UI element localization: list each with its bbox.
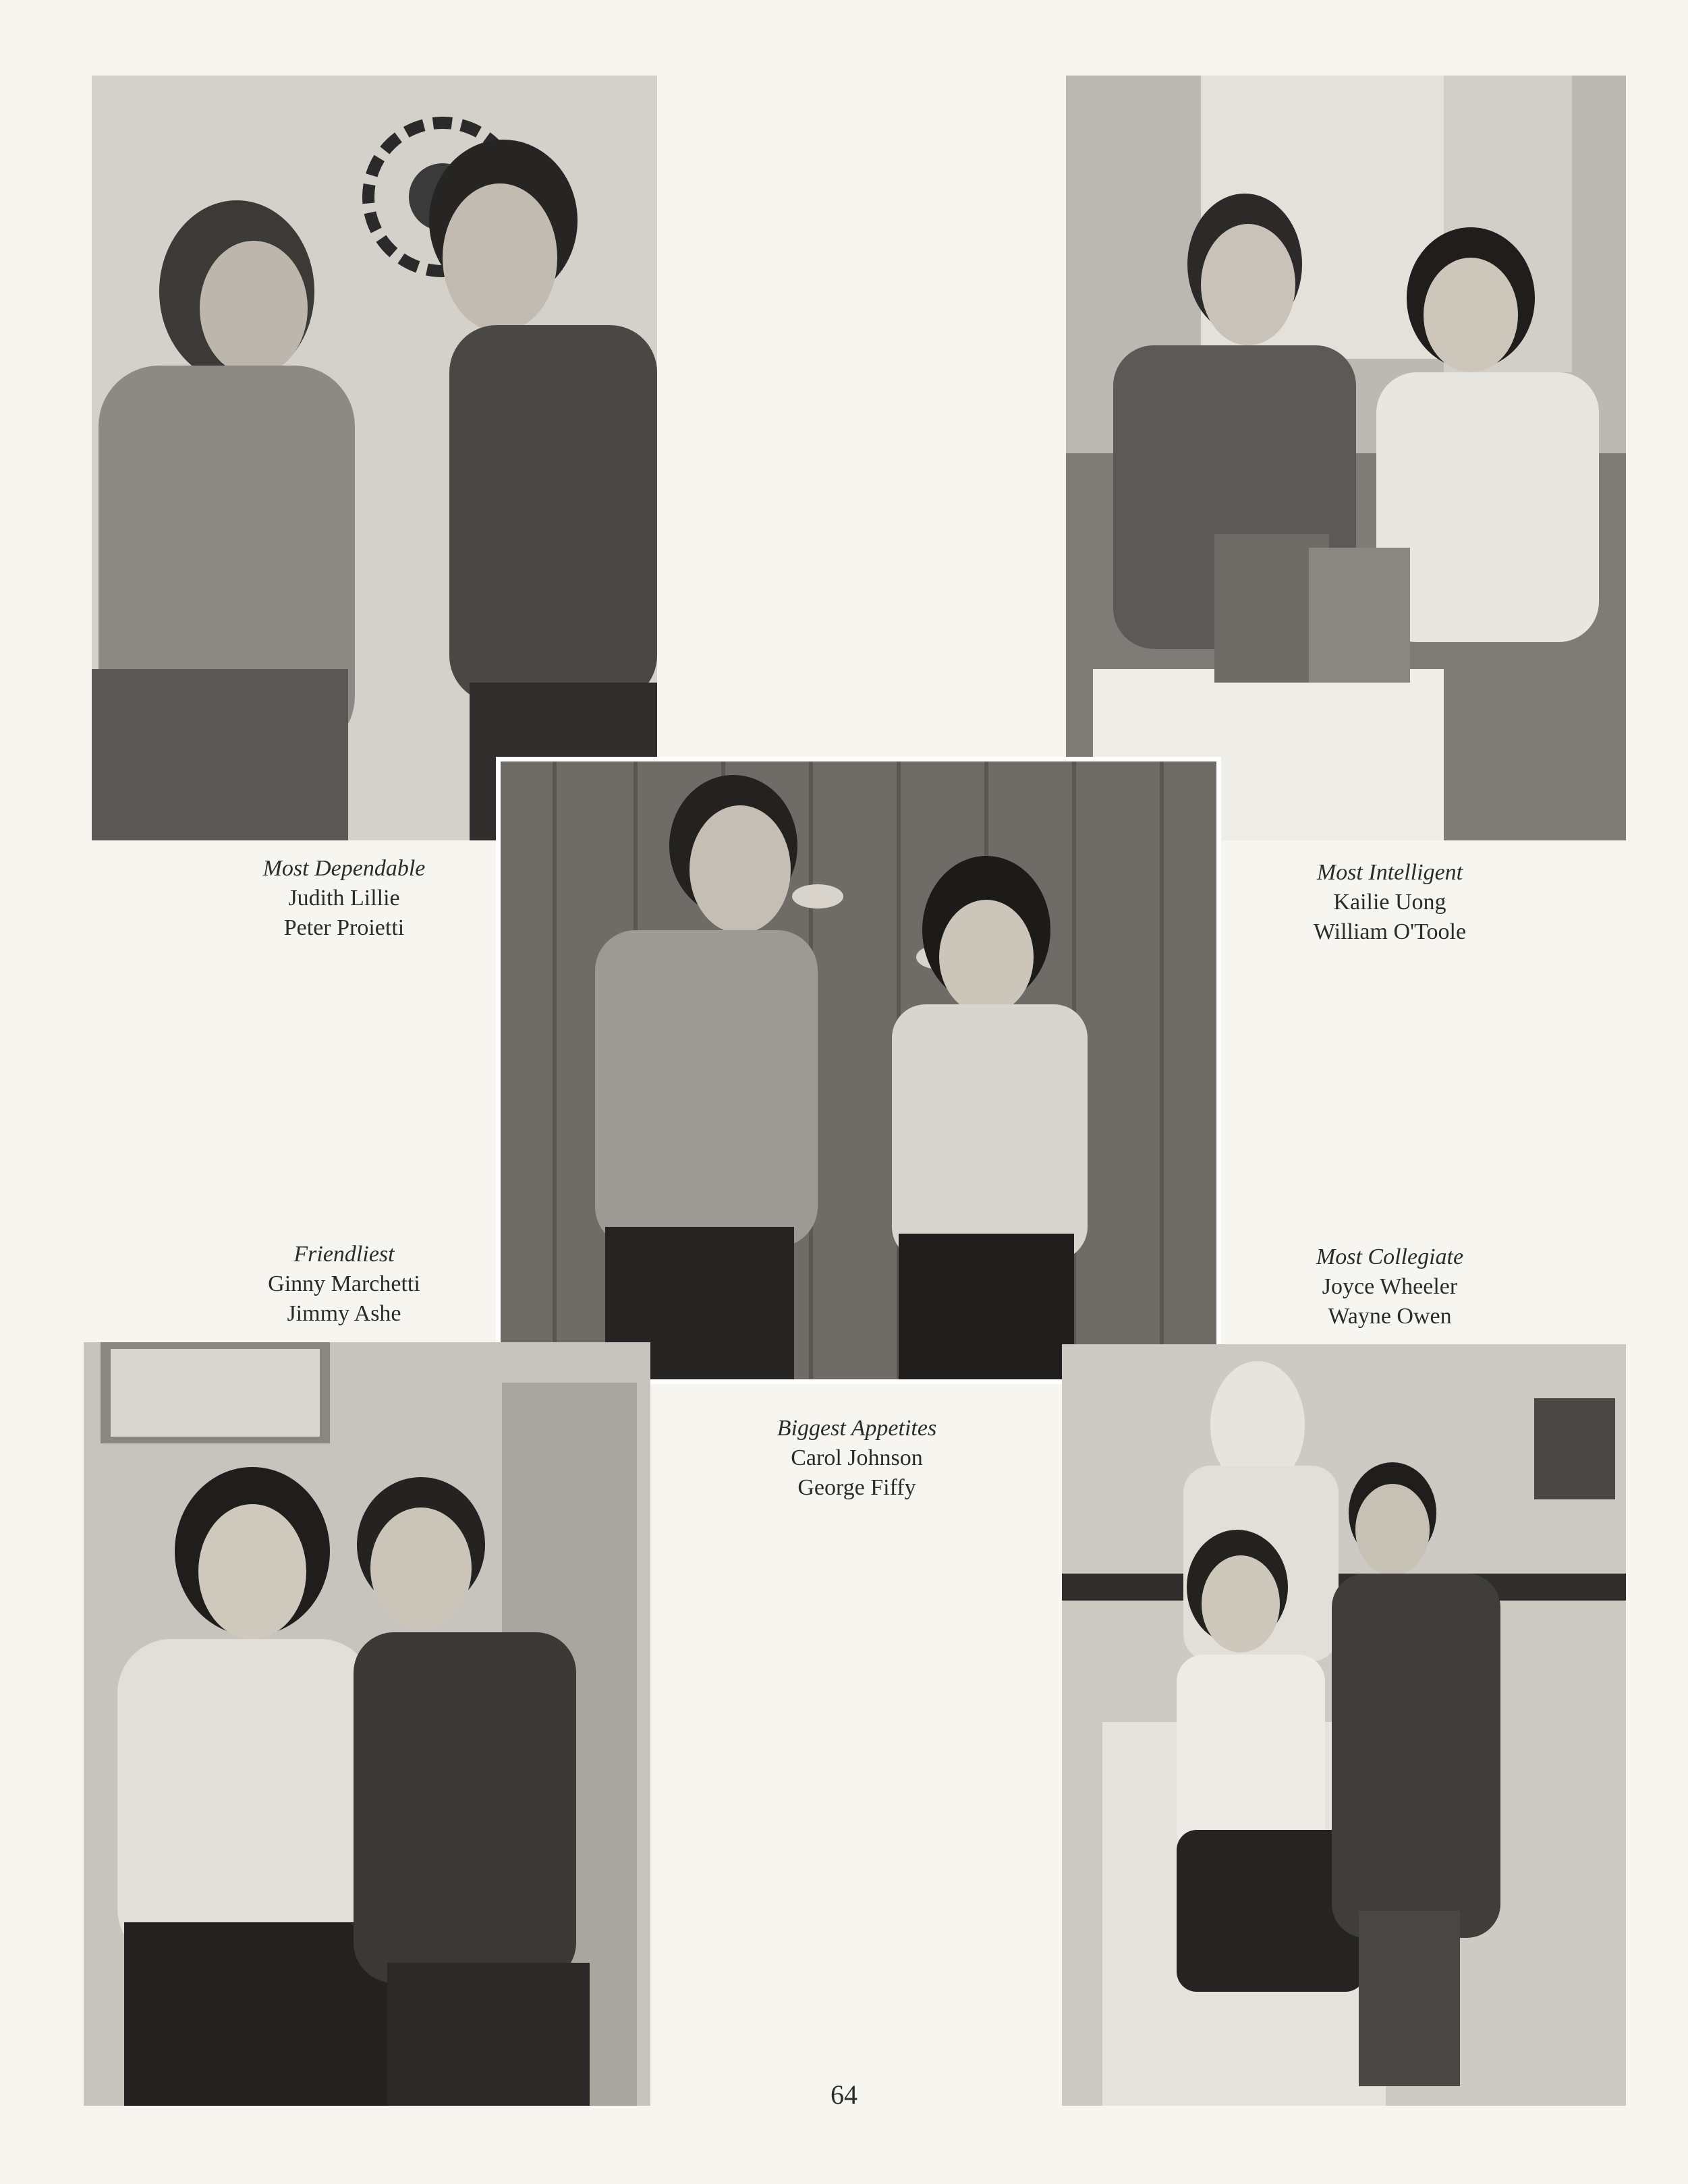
- photo-image: [1066, 76, 1626, 840]
- student-name: Wayne Owen: [1328, 1304, 1452, 1329]
- caption-biggest-appetites: [715, 1414, 998, 1503]
- award-title: Most Dependable: [262, 856, 426, 881]
- award-title: Most Intelligent: [1316, 860, 1463, 885]
- photo-image: [501, 761, 1216, 1379]
- photo-most-collegiate: [1062, 1344, 1626, 2106]
- photo-friendliest: [84, 1342, 650, 2106]
- student-name: Joyce Wheeler: [1322, 1274, 1458, 1299]
- photo-most-dependable: [92, 76, 657, 840]
- caption-friendliest: [202, 1240, 486, 1329]
- photo-biggest-appetites: [496, 757, 1221, 1384]
- photo-image: [1062, 1344, 1626, 2106]
- photo-image: [92, 76, 657, 840]
- award-title: Most Collegiate: [1316, 1244, 1464, 1269]
- photo-most-intelligent: [1066, 76, 1626, 840]
- page-number: 64: [831, 2079, 857, 2110]
- student-name: William O'Toole: [1313, 919, 1467, 944]
- student-name: Ginny Marchetti: [268, 1271, 420, 1296]
- student-name: Jimmy Ashe: [287, 1301, 401, 1326]
- award-title: Friendliest: [293, 1242, 395, 1267]
- student-name: Peter Proietti: [283, 915, 405, 940]
- student-name: Carol Johnson: [791, 1445, 923, 1470]
- student-name: Kailie Uong: [1333, 890, 1446, 915]
- student-name: George Fiffy: [797, 1475, 916, 1500]
- award-title: Biggest Appetites: [777, 1416, 937, 1441]
- caption-most-intelligent: [1248, 858, 1531, 947]
- caption-most-dependable: [202, 854, 486, 943]
- student-name: Judith Lillie: [288, 886, 400, 911]
- caption-most-collegiate: [1248, 1242, 1531, 1331]
- photo-image: [84, 1342, 650, 2106]
